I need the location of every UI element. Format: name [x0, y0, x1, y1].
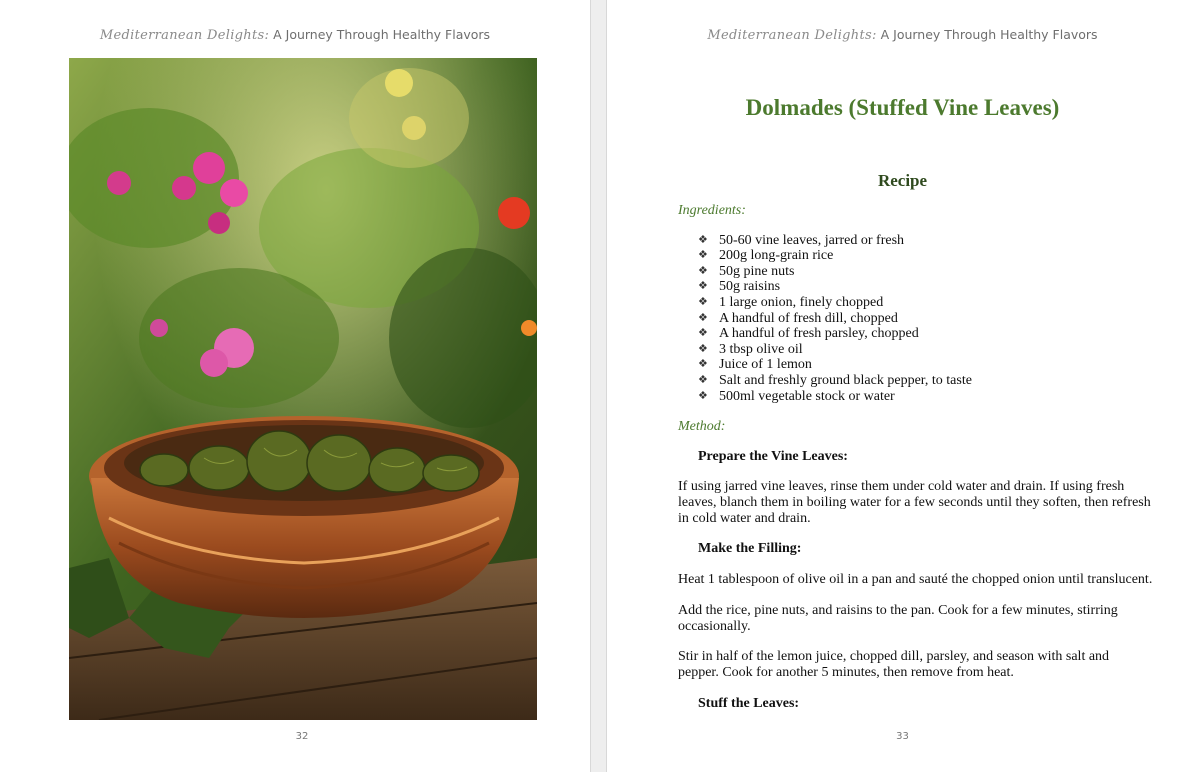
list-item: ❖ 1 large onion, finely chopped	[698, 294, 884, 310]
list-item: ❖ 200g long-grain rice	[698, 248, 834, 264]
list-item: ❖ 3 tbsp olive oil	[698, 341, 803, 357]
list-item: ❖ Juice of 1 lemon	[698, 357, 812, 373]
running-header	[0, 27, 590, 43]
recipe-title: Dolmades (Stuffed Vine Leaves)	[745, 95, 1060, 120]
right-page	[607, 0, 1198, 772]
header-subtitle: A Journey Through Healthy Flavors	[880, 27, 1098, 42]
page-gutter	[590, 0, 607, 772]
header-subtitle: A Journey Through Healthy Flavors	[273, 27, 491, 42]
list-item: ❖ Salt and freshly ground black pepper, to taste	[698, 372, 972, 388]
step-text-filling-2: Add the rice, pine nuts, and raisins to the pan. Cook for a few minutes, stirring occasionally.	[678, 603, 1118, 634]
list-item: ❖ A handful of fresh parsley, chopped	[698, 326, 919, 342]
list-item: ❖ 50-60 vine leaves, jarred or fresh	[698, 232, 905, 248]
step-text-filling-1: Heat 1 tablespoon of olive oil in a pan and sauté the chopped onion until translucent.	[678, 571, 1153, 587]
step-heading-stuff: Stuff the Leaves:	[698, 695, 800, 711]
diamond-bullet-icon: ❖	[698, 233, 708, 246]
diamond-bullet-icon: ❖	[698, 249, 708, 262]
page-number: 32	[295, 731, 309, 742]
step-heading-prepare: Prepare the Vine Leaves:	[698, 448, 848, 464]
list-item: ❖ A handful of fresh dill, chopped	[698, 310, 898, 326]
ingredients-label: Ingredients:	[678, 203, 746, 218]
diamond-bullet-icon: ❖	[698, 327, 708, 340]
header-script-title: Mediterranean Delights:	[707, 28, 877, 43]
recipe-content	[678, 203, 1153, 711]
step-heading-filling: Make the Filling:	[698, 541, 802, 557]
header-script-title: Mediterranean Delights:	[99, 28, 270, 43]
list-item: ❖ 50g pine nuts	[698, 263, 795, 279]
method-label: Method:	[678, 419, 726, 435]
ingredients-list	[678, 233, 1153, 405]
section-title: Recipe	[877, 171, 928, 190]
step-text-prepare: If using jarred vine leaves, rinse them under cold water and drain. If using fresh leaves, blanch them in boiling water for a few seconds until they soften, then refresh in cold water and drain.	[678, 479, 1151, 526]
diamond-bullet-icon: ❖	[698, 358, 708, 371]
list-item: ❖ 50g raisins	[698, 279, 781, 295]
dolmades-photo	[69, 58, 537, 720]
list-item: ❖ 500ml vegetable stock or water	[698, 388, 895, 404]
diamond-bullet-icon: ❖	[698, 342, 708, 355]
diamond-bullet-icon: ❖	[698, 311, 708, 324]
diamond-bullet-icon: ❖	[698, 389, 708, 402]
diamond-bullet-icon: ❖	[698, 280, 708, 293]
page-number: 33	[896, 731, 909, 742]
step-text-filling-3: Stir in half of the lemon juice, chopped dill, parsley, and season with salt and pepper. Cook for another 5 minutes, then remove from heat.	[678, 649, 1110, 681]
diamond-bullet-icon: ❖	[698, 295, 708, 308]
diamond-bullet-icon: ❖	[698, 373, 708, 386]
running-header	[607, 27, 1198, 43]
left-page	[0, 0, 590, 772]
diamond-bullet-icon: ❖	[698, 264, 708, 277]
